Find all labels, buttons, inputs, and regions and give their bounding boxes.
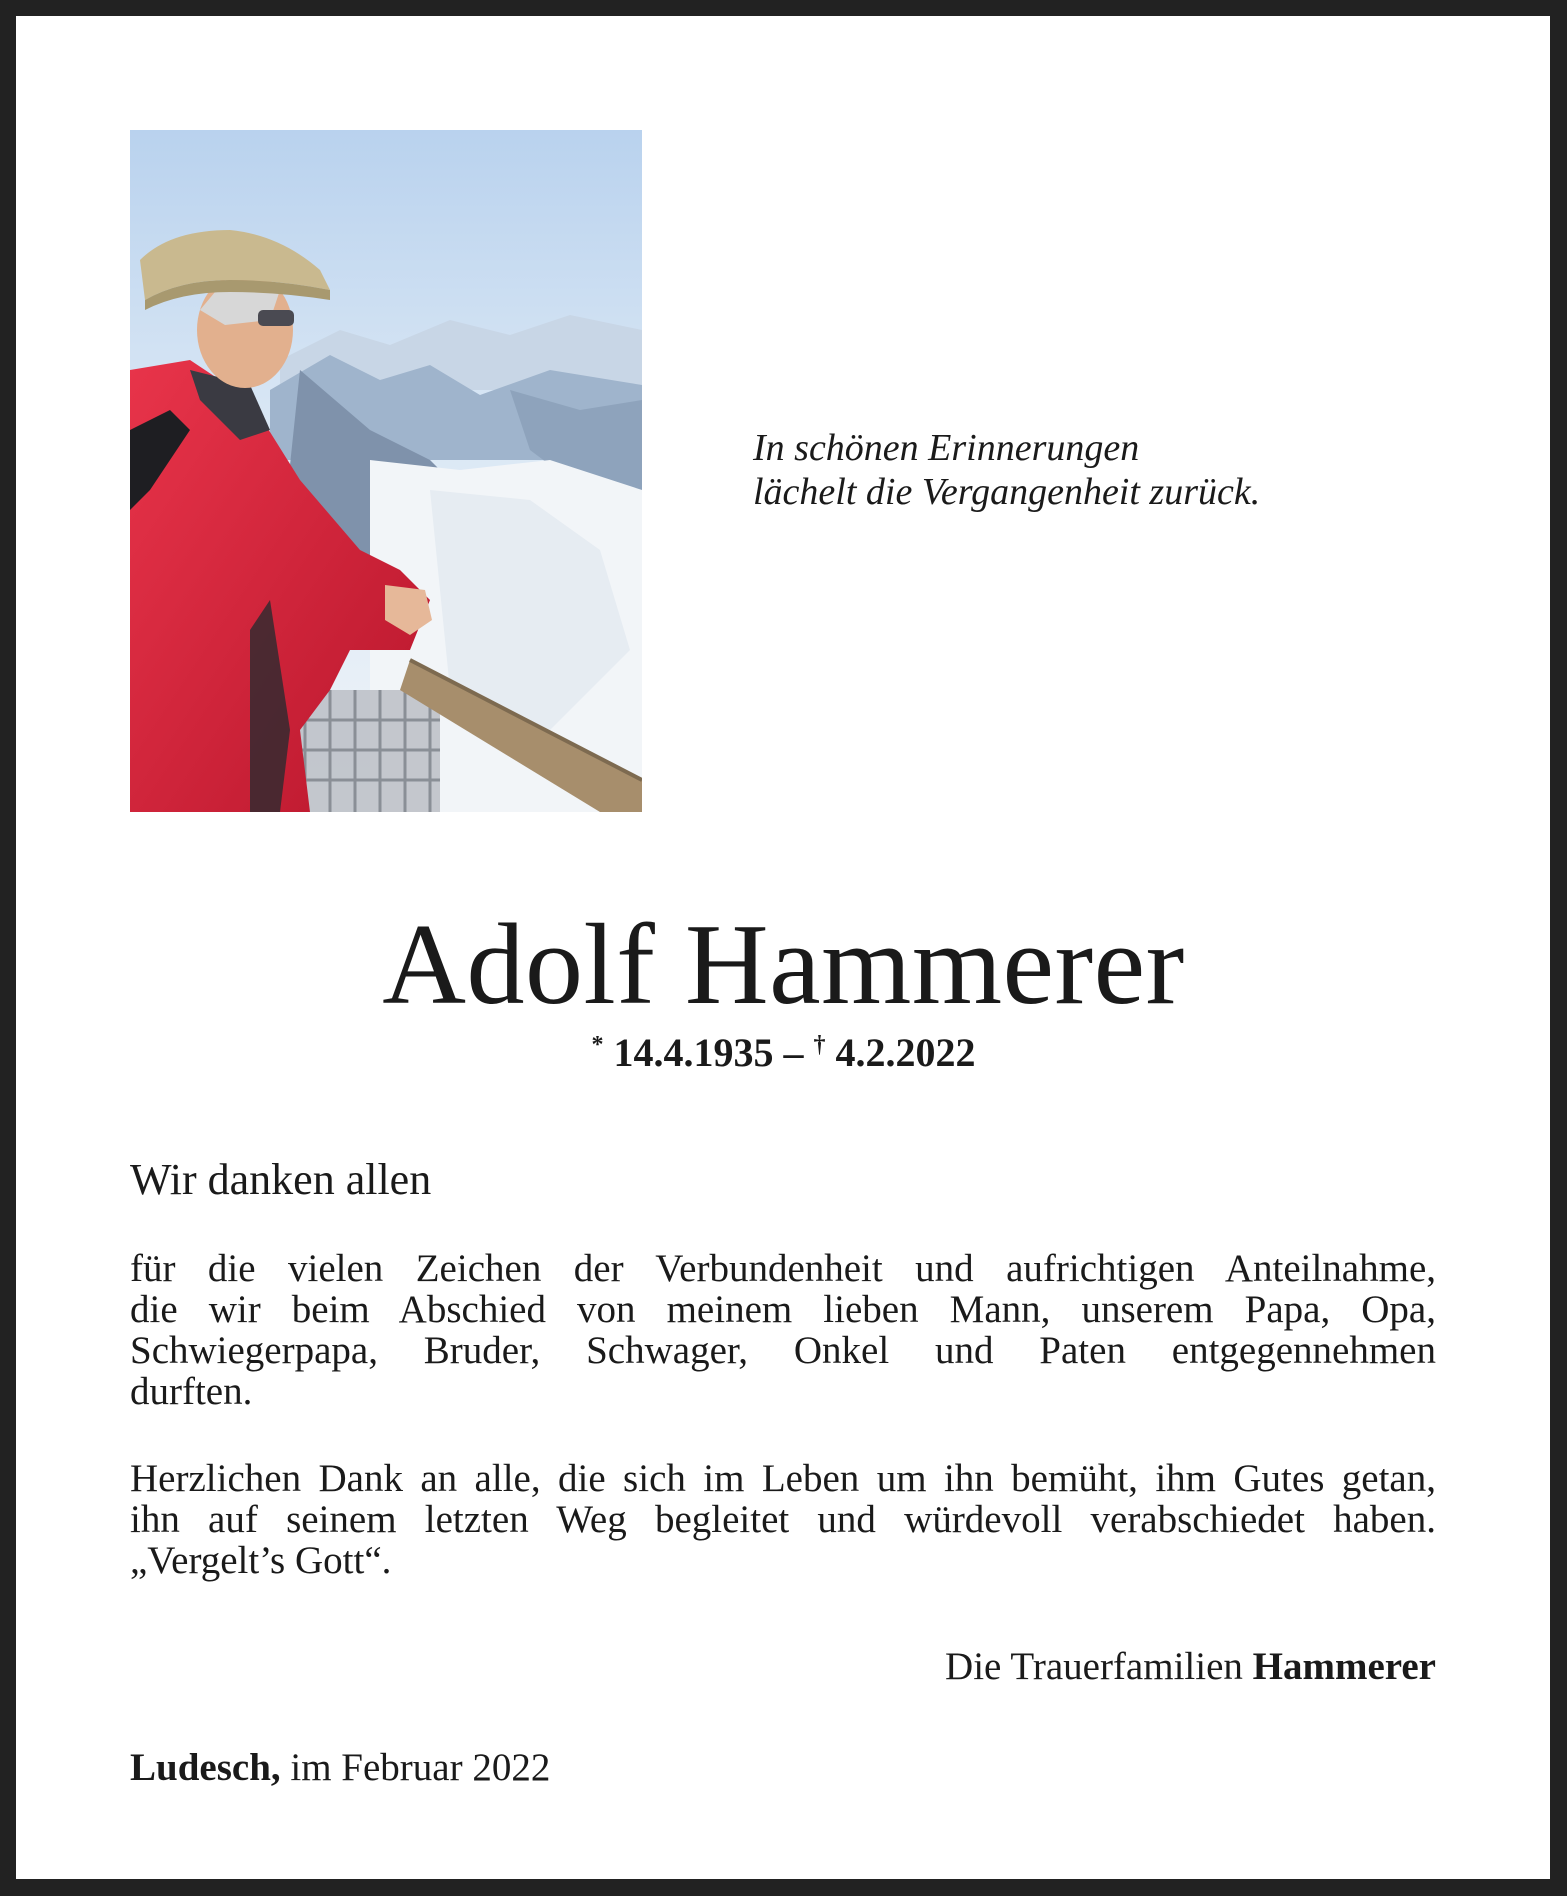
paragraph-line: ihn auf seinem letzten Weg begleitet und würdevoll verabschiedet haben.: [130, 1498, 1436, 1541]
life-dates: [0, 1020, 1567, 1078]
death-date: 4.2.2022: [835, 1030, 976, 1075]
paragraph-line: Schwiegerpapa, Bruder, Schwager, Onkel und Paten entgegennehmen: [130, 1329, 1436, 1372]
place-date: im Februar 2022: [290, 1746, 551, 1789]
memorial-quote: [753, 426, 1393, 514]
paragraph-line: für die vielen Zeichen der Verbundenheit und aufrichtigen Anteilnahme,: [130, 1247, 1436, 1290]
deceased-name: Adolf Hammerer: [382, 901, 1185, 1029]
signature-prefix: Die Trauerfamilien: [945, 1645, 1243, 1688]
birth-symbol: *: [591, 1032, 604, 1058]
thanks-paragraph-1: [130, 1248, 1436, 1412]
paragraph-line: „Vergelt’s Gott“.: [130, 1539, 392, 1582]
quote-line-2: lächelt die Vergangenheit zurück.: [753, 471, 1261, 513]
thanks-paragraph-2: [130, 1458, 1436, 1581]
date-separator: –: [783, 1030, 804, 1075]
thanks-heading: Wir danken allen: [130, 1155, 432, 1204]
paragraph-line: die wir beim Abschied von meinem lieben Mann, unserem Papa, Opa,: [130, 1288, 1436, 1331]
quote-line-1: In schönen Erinnerungen: [753, 427, 1140, 469]
paragraph-line: Herzlichen Dank an alle, die sich im Leben um ihn bemüht, ihm Gutes getan,: [130, 1457, 1436, 1500]
signature: [130, 1642, 1436, 1692]
birth-date: 14.4.1935: [613, 1030, 774, 1075]
signature-family: Hammerer: [1252, 1645, 1436, 1688]
portrait-photo: [130, 130, 642, 812]
place-and-date: [130, 1743, 550, 1793]
place-town: Ludesch,: [130, 1746, 281, 1789]
death-symbol: †: [813, 1032, 826, 1058]
paragraph-line: durften.: [130, 1370, 253, 1413]
